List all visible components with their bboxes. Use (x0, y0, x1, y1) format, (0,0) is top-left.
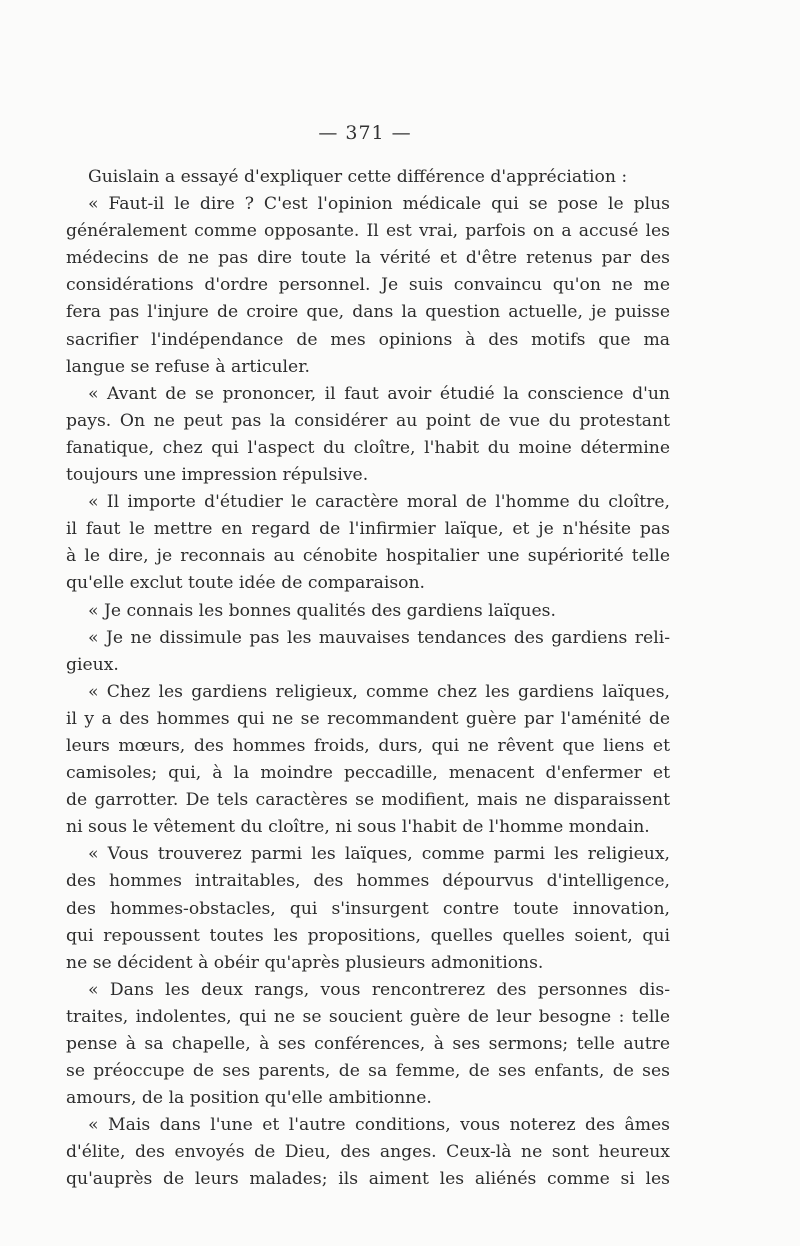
text-line: ni sous le vêtement du cloître, ni sous l'habit de l'homme mondain. (66, 817, 650, 838)
paragraph (66, 625, 670, 679)
text-line: généralement comme opposante. Il est vrai, parfois on a accusé les (66, 221, 670, 242)
text-line: de garrotter. De tels caractères se modifient, mais ne disparaissent (66, 790, 670, 811)
text-line: « Chez les gardiens religieux, comme chez les gardiens laïques, (88, 681, 670, 702)
text-line: d'élite, des envoyés de Dieu, des anges. Ceux-là ne sont heureux (66, 1142, 670, 1163)
text-line: des hommes intraitables, des hommes dépourvus d'intelligence, (66, 871, 670, 892)
text-line: fera pas l'injure de croire que, dans la question actuelle, je puisse (66, 302, 670, 323)
text-line: qu'auprès de leurs malades; ils aiment les aliénés comme si les (66, 1169, 670, 1190)
text-line: il y a des hommes qui ne se recommandent guère par l'aménité de (66, 708, 670, 729)
text-line: considérations d'ordre personnel. Je suis convaincu qu'on ne me (66, 275, 670, 296)
text-line: se préoccupe de ses parents, de sa femme, de ses enfants, de ses (66, 1061, 670, 1082)
text-line: langue se refuse à articuler. (66, 356, 310, 377)
paragraph (66, 679, 670, 842)
text-line: « Faut-il le dire ? C'est l'opinion médicale qui se pose le plus (88, 194, 670, 215)
text-line: sacrifier l'indépendance de mes opinions à des motifs que ma (66, 329, 670, 350)
text-line: traites, indolentes, qui ne se soucient guère de leur besogne : telle (66, 1006, 670, 1027)
text-line: « Mais dans l'une et l'autre conditions, vous noterez des âmes (88, 1115, 670, 1136)
text-line: « Dans les deux rangs, vous rencontrerez des personnes dis- (88, 979, 670, 1000)
text-line: médecins de ne pas dire toute la vérité et d'être retenus par des (66, 248, 670, 269)
text-line: « Avant de se prononcer, il faut avoir étudié la conscience d'un (88, 383, 670, 404)
text-line: toujours une impression répulsive. (66, 465, 369, 486)
paragraph (66, 191, 670, 381)
text-line: amours, de la position qu'elle ambitionne. (66, 1088, 432, 1109)
text-line: à le dire, je reconnais au cénobite hospitalier une supériorité telle (66, 546, 670, 567)
text-line: qui repoussent toutes les propositions, quelles quelles soient, qui (66, 925, 670, 946)
text-line: pays. On ne peut pas la considérer au point de vue du protestant (66, 410, 670, 431)
paragraph (66, 1112, 670, 1193)
text-line: camisoles; qui, à la moindre peccadille, menacent d'enfermer et (66, 763, 670, 784)
text-line: qu'elle exclut toute idée de comparaison. (66, 573, 426, 594)
paragraph (66, 489, 670, 597)
text-line: « Je connais les bonnes qualités des gardiens laïques. (88, 600, 556, 621)
text-line: pense à sa chapelle, à ses conférences, à ses sermons; telle autre (66, 1034, 670, 1054)
paragraph (66, 841, 670, 976)
text-line: des hommes-obstacles, qui s'insurgent contre toute innovation, (66, 898, 670, 919)
text-line: leurs mœurs, des hommes froids, durs, qui ne rêvent que liens et (66, 735, 670, 756)
text-line: Guislain a essayé d'expliquer cette différence d'appréciation : (88, 167, 628, 187)
body-text (66, 164, 670, 1194)
paragraph (66, 598, 670, 625)
text-line: « Il importe d'étudier le caractère moral de l'homme du cloître, (88, 492, 670, 513)
paragraph (66, 164, 670, 191)
text-line: « Vous trouverez parmi les laïques, comme parmi les religieux, (88, 844, 670, 865)
text-line: gieux. (66, 654, 119, 675)
text-line: il faut le mettre en regard de l'infirmier laïque, et je n'hésite pas (66, 519, 670, 540)
text-line: fanatique, chez qui l'aspect du cloître, l'habit du moine détermine (66, 437, 670, 458)
paragraph (66, 977, 670, 1112)
page-number: — 371 — (318, 122, 412, 144)
text-line: « Je ne dissimule pas les mauvaises tendances des gardiens reli- (88, 627, 670, 648)
text-line: ne se décident à obéir qu'après plusieurs admonitions. (66, 952, 544, 973)
paragraph (66, 381, 670, 489)
